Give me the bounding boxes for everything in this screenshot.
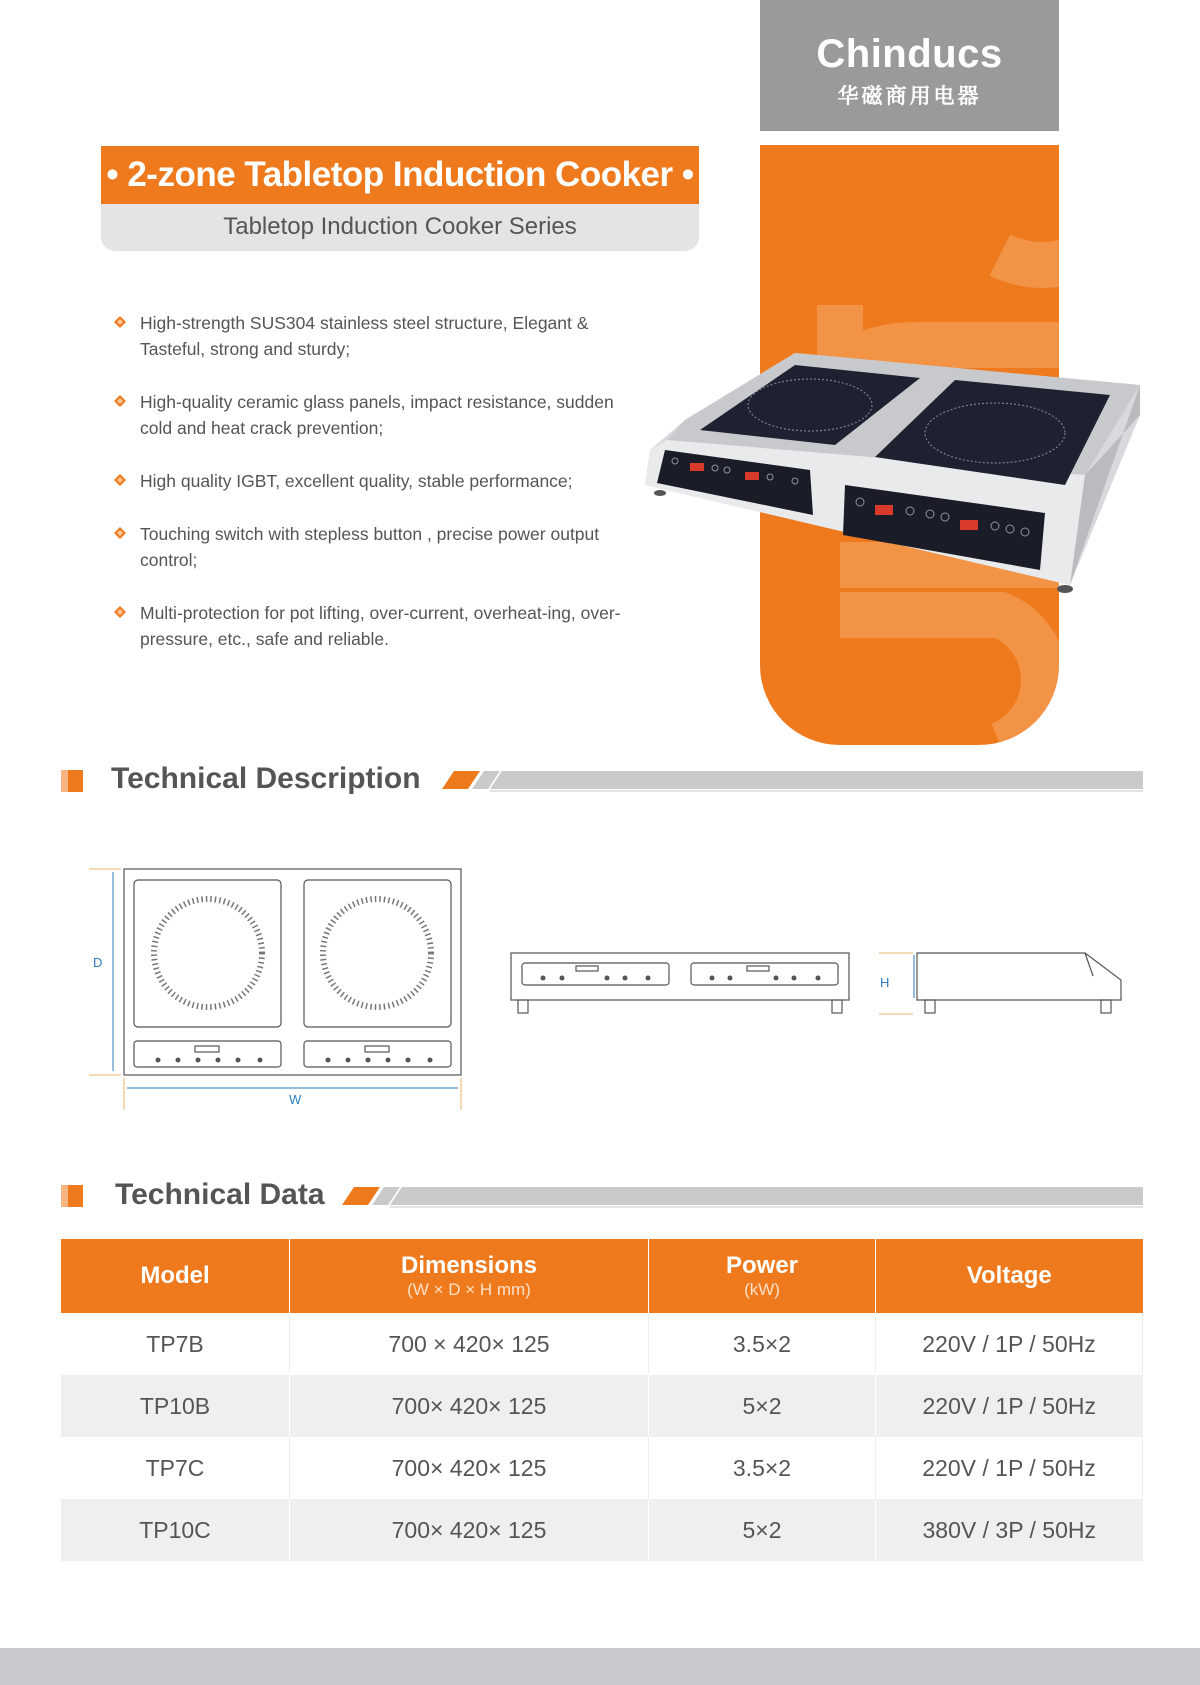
cell-power: 3.5×2	[649, 1313, 876, 1375]
page-title: • 2-zone Tabletop Induction Cooker •	[101, 146, 699, 204]
cell-voltage: 220V / 1P / 50Hz	[876, 1375, 1143, 1437]
header-label: Power	[725, 1252, 799, 1279]
footer-band	[0, 1648, 1200, 1685]
feature-text: High quality IGBT, excellent quality, stable performance;	[140, 471, 573, 491]
section-title-technical-data: Technical Data	[115, 1178, 325, 1211]
table-header-row	[61, 1239, 1143, 1313]
section-title-technical-description: Technical Description	[111, 762, 421, 795]
feature-item	[114, 310, 644, 362]
dimension-label-width: W	[289, 1092, 302, 1107]
section-marker-icon	[61, 770, 83, 792]
cell-voltage: 220V / 1P / 50Hz	[876, 1313, 1143, 1375]
side-view-drawing	[875, 950, 1125, 1020]
brand-name-cn: 华磁商用电器	[837, 85, 982, 108]
front-view-drawing	[510, 950, 850, 1020]
diamond-bullet-icon	[114, 527, 126, 539]
dimension-label-height: H	[880, 975, 890, 990]
feature-item	[114, 389, 644, 441]
page-subtitle: Tabletop Induction Cooker Series	[101, 204, 699, 251]
feature-text: Multi-protection for pot lifting, over-current, overheat-ing, over-pressure, etc., safe and reliable.	[140, 603, 621, 649]
header-unit: (kW)	[744, 1280, 780, 1299]
cell-power: 3.5×2	[649, 1437, 876, 1499]
feature-text: Touching switch with stepless button , precise power output control;	[140, 524, 600, 570]
diamond-bullet-icon	[114, 316, 126, 328]
table-row	[61, 1437, 1143, 1499]
feature-item	[114, 600, 644, 652]
top-view-drawing	[85, 860, 470, 1115]
feature-item	[114, 521, 644, 573]
table-row	[61, 1375, 1143, 1437]
feature-text: High-strength SUS304 stainless steel structure, Elegant & Tasteful, strong and sturdy;	[140, 313, 589, 359]
cell-voltage: 380V / 3P / 50Hz	[876, 1499, 1143, 1561]
cell-voltage: 220V / 1P / 50Hz	[876, 1437, 1143, 1499]
header-unit: (W × D × H mm)	[407, 1280, 531, 1299]
product-image	[645, 345, 1145, 595]
cell-model: TP7B	[61, 1313, 290, 1375]
header-label: Voltage	[966, 1262, 1052, 1289]
table-row	[61, 1499, 1143, 1561]
cell-model: TP10B	[61, 1375, 290, 1437]
column-header-power	[649, 1239, 876, 1313]
cell-dimensions: 700 × 420× 125	[290, 1313, 649, 1375]
table-row	[61, 1313, 1143, 1375]
section-marker-icon	[61, 1185, 83, 1207]
cell-power: 5×2	[649, 1375, 876, 1437]
diamond-bullet-icon	[114, 474, 126, 486]
feature-text: High-quality ceramic glass panels, impact resistance, sudden cold and heat crack prevention;	[140, 392, 614, 438]
cell-dimensions: 700× 420× 125	[290, 1437, 649, 1499]
diamond-bullet-icon	[114, 395, 126, 407]
section-rule	[342, 1187, 1143, 1209]
header-label: Dimensions	[400, 1252, 538, 1279]
section-rule	[442, 771, 1143, 793]
cell-model: TP7C	[61, 1437, 290, 1499]
feature-item	[114, 468, 644, 494]
dimension-label-depth: D	[93, 955, 103, 970]
technical-data-table	[61, 1239, 1143, 1561]
column-header-dimensions	[290, 1239, 649, 1313]
diamond-bullet-icon	[114, 606, 126, 618]
cell-power: 5×2	[649, 1499, 876, 1561]
cell-dimensions: 700× 420× 125	[290, 1499, 649, 1561]
column-header-voltage	[876, 1239, 1143, 1313]
header-label: Model	[140, 1262, 210, 1289]
brand-name-en: Chinducs	[816, 32, 1003, 76]
brand-logo	[760, 0, 1059, 131]
column-header-model	[61, 1239, 290, 1313]
cell-dimensions: 700× 420× 125	[290, 1375, 649, 1437]
cell-model: TP10C	[61, 1499, 290, 1561]
